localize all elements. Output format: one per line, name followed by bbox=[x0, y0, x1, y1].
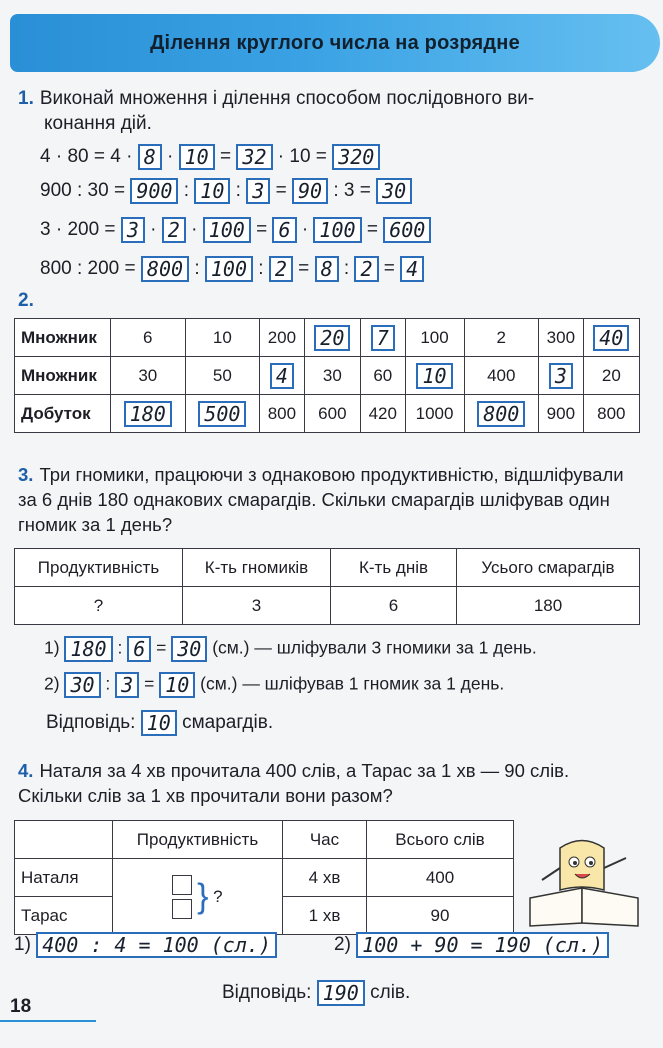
task3-step1 bbox=[44, 636, 537, 662]
expr-text: : bbox=[194, 258, 200, 280]
answer-box: 30 bbox=[64, 672, 100, 698]
t4-header bbox=[15, 821, 113, 859]
answer-box: 10 bbox=[141, 710, 177, 736]
answer-box: 8 bbox=[138, 144, 162, 170]
task2-cell: 1000 bbox=[405, 395, 464, 433]
t4-total: 400 bbox=[367, 859, 514, 897]
expr-text: 800 : 200 = bbox=[40, 258, 136, 280]
answer-box: 600 bbox=[383, 217, 431, 243]
t3-value: 3 bbox=[183, 587, 331, 625]
expr-text: · 10 = bbox=[277, 146, 327, 168]
task2-row bbox=[15, 319, 640, 357]
answer-box: 6 bbox=[127, 636, 151, 662]
empty-box bbox=[172, 899, 192, 919]
task4-answer bbox=[222, 980, 410, 1006]
t4-row-name: Наталя bbox=[15, 859, 113, 897]
answer-box: 3 bbox=[246, 178, 270, 204]
task4-text: Наталя за 4 хв прочитала 400 слів, а Тарас за 1 хв — 90 слів. Скільки слів за 1 хв прочитали вони разом? bbox=[18, 760, 570, 806]
expr-text: : bbox=[117, 637, 123, 658]
task2-cell: 900 bbox=[539, 395, 584, 433]
answer-box: 3 bbox=[115, 672, 139, 698]
task1-row2 bbox=[40, 178, 412, 204]
task2-cell bbox=[583, 319, 639, 357]
task2-cell: 420 bbox=[361, 395, 406, 433]
answer-box: 4 bbox=[400, 256, 424, 282]
expr-text: 900 : 30 = bbox=[40, 180, 126, 202]
expr-text: : bbox=[258, 258, 264, 280]
answer-box: 32 bbox=[236, 144, 272, 170]
brace-icon: } bbox=[197, 877, 209, 915]
expr-text: · bbox=[301, 219, 309, 241]
expr-text: = bbox=[366, 219, 378, 241]
task2-cell bbox=[361, 319, 406, 357]
task1-text1: Виконай множення і ділення способом послідовного ви- bbox=[39, 88, 535, 109]
answer-box: 100 bbox=[203, 217, 251, 243]
t4-time: 4 хв bbox=[283, 859, 367, 897]
t3-value: 180 bbox=[457, 587, 640, 625]
expr-text: = bbox=[275, 180, 287, 202]
task2-cell: 400 bbox=[464, 357, 539, 395]
task2-cell bbox=[464, 395, 539, 433]
t4-header: Всього слів bbox=[367, 821, 514, 859]
expr-text: = bbox=[256, 219, 268, 241]
task2-cell: 300 bbox=[539, 319, 584, 357]
t3-header: Усього смарагдів bbox=[457, 549, 640, 587]
title-banner bbox=[10, 14, 660, 72]
task2-cell bbox=[304, 319, 360, 357]
answer-box: 180 bbox=[124, 401, 172, 427]
task2-row-head: Множник bbox=[15, 319, 111, 357]
answer-box: 10 bbox=[416, 363, 452, 389]
book-character-icon bbox=[520, 828, 650, 928]
answer-box: 90 bbox=[292, 178, 328, 204]
task1-row3 bbox=[40, 217, 431, 243]
task2-cell bbox=[405, 357, 464, 395]
answer-box: 4 bbox=[270, 363, 294, 389]
answer-box: 900 bbox=[130, 178, 178, 204]
step-prefix: 1) bbox=[14, 934, 31, 956]
task2-cell: 30 bbox=[304, 357, 360, 395]
task2-cell: 800 bbox=[260, 395, 305, 433]
task2-cell bbox=[111, 395, 186, 433]
task4-step1 bbox=[14, 932, 277, 958]
step-prefix: 2) bbox=[334, 934, 351, 956]
page-number: 18 bbox=[10, 996, 32, 1017]
task2-table bbox=[14, 318, 640, 433]
expr-text: · bbox=[150, 219, 157, 241]
task2-row-head: Множник bbox=[15, 357, 111, 395]
answer-unit: смарагдів. bbox=[182, 712, 274, 734]
answer-box: 6 bbox=[272, 217, 296, 243]
task2-cell: 200 bbox=[260, 319, 305, 357]
task2-cell bbox=[185, 395, 260, 433]
answer-box: 7 bbox=[371, 325, 395, 351]
question-mark: ? bbox=[213, 886, 223, 906]
task2-cell: 6 bbox=[111, 319, 186, 357]
answer-box: 800 bbox=[477, 401, 525, 427]
task2-number: 2. bbox=[18, 290, 34, 311]
answer-box: 30 bbox=[376, 178, 412, 204]
answer-box: 3 bbox=[549, 363, 573, 389]
task3-table bbox=[14, 548, 640, 625]
answer-box: 8 bbox=[315, 256, 339, 282]
task4-table bbox=[14, 820, 514, 935]
task2-cell: 20 bbox=[583, 357, 639, 395]
task2-cell: 60 bbox=[361, 357, 406, 395]
answer-box: 10 bbox=[179, 144, 215, 170]
answer-label: Відповідь: bbox=[222, 982, 312, 1004]
t3-header: К-ть гномиків bbox=[183, 549, 331, 587]
task2-cell: 600 bbox=[304, 395, 360, 433]
expr-text: : bbox=[235, 180, 241, 202]
answer-box: 190 bbox=[317, 980, 365, 1006]
task3-number: 3. bbox=[18, 464, 34, 485]
answer-box: 400 : 4 = 100 (сл.) bbox=[36, 932, 277, 958]
expr-text: = bbox=[383, 258, 395, 280]
task2-cell: 10 bbox=[185, 319, 260, 357]
task2-cell: 50 bbox=[185, 357, 260, 395]
task1-text2: конання дій. bbox=[44, 113, 152, 134]
task4-text-block bbox=[18, 758, 638, 808]
answer-box: 3 bbox=[121, 217, 145, 243]
task2-cell bbox=[260, 357, 305, 395]
t3-header: Продуктивність bbox=[15, 549, 183, 587]
task2-cell bbox=[539, 357, 584, 395]
t4-row-name: Тарас bbox=[15, 897, 113, 935]
task2-header bbox=[18, 290, 40, 312]
answer-box: 180 bbox=[64, 636, 112, 662]
t4-header: Продуктивність bbox=[113, 821, 283, 859]
answer-unit: слів. bbox=[370, 982, 411, 1004]
answer-box: 10 bbox=[159, 672, 195, 698]
expr-text: : bbox=[105, 673, 111, 694]
step-prefix: 2) bbox=[44, 673, 60, 694]
expr-text: = bbox=[298, 258, 310, 280]
t4-header: Час bbox=[283, 821, 367, 859]
t3-value: 6 bbox=[331, 587, 457, 625]
answer-box: 30 bbox=[171, 636, 207, 662]
t3-header: К-ть днів bbox=[331, 549, 457, 587]
task3-text: Три гномики, працюючи з однаковою продуктивністю, відшліфували за 6 днів 180 однакових смарагдів. Скільки смарагдів шліфував один гномик за 1 день? bbox=[18, 464, 624, 535]
answer-box: 10 bbox=[194, 178, 230, 204]
step-text: (см.) — шліфували 3 гномики за 1 день. bbox=[212, 637, 537, 658]
t4-total: 90 bbox=[367, 897, 514, 935]
expr-text: : 3 = bbox=[333, 180, 371, 202]
page-title: Ділення круглого числа на розрядне bbox=[150, 32, 520, 54]
task4-number: 4. bbox=[18, 760, 34, 781]
answer-box: 40 bbox=[593, 325, 629, 351]
task1-row4 bbox=[40, 256, 424, 282]
task3-step2 bbox=[44, 672, 504, 698]
expr-text: 3 · 200 = bbox=[40, 219, 116, 241]
task1-row1 bbox=[40, 144, 380, 170]
empty-box bbox=[172, 875, 192, 895]
task4-step2 bbox=[334, 932, 609, 958]
step-text: (см.) — шліфував 1 гномик за 1 день. bbox=[200, 673, 505, 694]
task2-row bbox=[15, 357, 640, 395]
expr-text: · bbox=[167, 146, 174, 168]
answer-box: 800 bbox=[141, 256, 189, 282]
task2-cell: 100 bbox=[405, 319, 464, 357]
task1-number: 1. bbox=[18, 88, 34, 109]
answer-box: 100 + 90 = 190 (сл.) bbox=[356, 932, 609, 958]
expr-text: : bbox=[343, 258, 350, 280]
expr-text: · bbox=[191, 219, 198, 241]
expr-text: = bbox=[156, 637, 167, 658]
step-prefix: 1) bbox=[44, 637, 60, 658]
answer-box: 500 bbox=[198, 401, 246, 427]
task3-answer bbox=[46, 710, 273, 736]
task2-row-head: Добуток bbox=[15, 395, 111, 433]
expr-text: = bbox=[144, 673, 155, 694]
expr-text: : bbox=[183, 180, 190, 202]
task2-cell: 800 bbox=[583, 395, 639, 433]
answer-box: 2 bbox=[162, 217, 186, 243]
task2-cell: 30 bbox=[111, 357, 186, 395]
task1-text-line1 bbox=[18, 88, 534, 110]
task2-cell: 2 bbox=[464, 319, 539, 357]
answer-box: 20 bbox=[314, 325, 350, 351]
task2-row bbox=[15, 395, 640, 433]
answer-box: 320 bbox=[332, 144, 380, 170]
answer-label: Відповідь: bbox=[46, 712, 136, 734]
t4-productivity-cell bbox=[113, 859, 283, 935]
task3-text-block bbox=[18, 462, 638, 537]
answer-box: 100 bbox=[313, 217, 361, 243]
t3-value: ? bbox=[15, 587, 183, 625]
t4-time: 1 хв bbox=[283, 897, 367, 935]
answer-box: 2 bbox=[269, 256, 293, 282]
expr-text: = bbox=[220, 146, 232, 168]
answer-box: 100 bbox=[205, 256, 253, 282]
answer-box: 2 bbox=[354, 256, 378, 282]
productivity-boxes bbox=[172, 871, 192, 923]
expr-text: 4 · 80 = 4 · bbox=[40, 146, 133, 168]
page-tab-line bbox=[0, 1020, 96, 1028]
